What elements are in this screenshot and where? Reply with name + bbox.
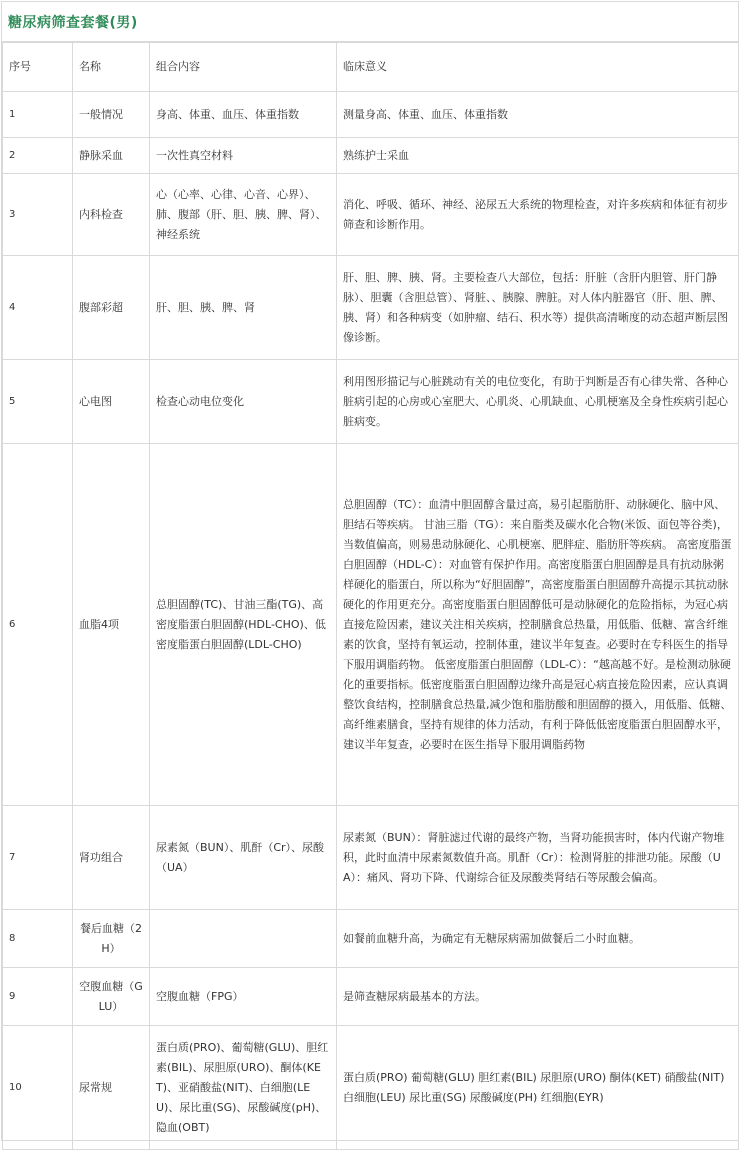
row-content: 空腹血糖（FPG） — [150, 968, 337, 1026]
row-name: 肾功组合 — [73, 806, 150, 910]
row-content: 身高、体重、血压、体重指数 — [150, 92, 337, 138]
row-name: 一般情况 — [73, 92, 150, 138]
row-meaning: 蛋白质(PRO) 葡萄糖(GLU) 胆红素(BIL) 尿胆原(URO) 酮体(KET) 硝酸盐(NIT) 白细胞(LEU) 尿比重(SG) 尿酸碱度(PH) 红细胞(EYR) — [337, 1026, 739, 1150]
table-row — [3, 910, 739, 968]
row-meaning: 肝、胆、脾、胰、肾。主要检查八大部位，包括：肝脏（含肝内胆管、肝门静脉）、胆囊（含胆总管）、肾脏、、胰腺、脾脏。对人体内脏器官（肝、胆、脾、胰、肾）和各种病变（如肿瘤、结石、积水等）提供高清晰度的动态超声断层图像诊断。 — [337, 256, 739, 360]
header-content: 组合内容 — [150, 43, 337, 92]
table-row — [3, 256, 739, 360]
header-name: 名称 — [73, 43, 150, 92]
row-name: 空腹血糖（GLU） — [73, 968, 150, 1026]
table-row — [3, 92, 739, 138]
row-no: 4 — [3, 256, 73, 360]
row-no: 6 — [3, 444, 73, 806]
row-meaning: 消化、呼吸、循环、神经、泌尿五大系统的物理检查，对许多疾病和体征有初步筛查和诊断作用。 — [337, 174, 739, 256]
row-meaning: 如餐前血糖升高，为确定有无糖尿病需加做餐后二小时血糖。 — [337, 910, 739, 968]
title-bar — [2, 2, 738, 42]
row-no: 10 — [3, 1026, 73, 1150]
header-row — [3, 43, 739, 92]
row-meaning: 测量身高、体重、血压、体重指数 — [337, 92, 739, 138]
row-name: 餐后血糖（2H） — [73, 910, 150, 968]
screening-table — [2, 42, 739, 1150]
row-content: 一次性真空材料 — [150, 138, 337, 174]
header-meaning: 临床意义 — [337, 43, 739, 92]
row-name: 内科检查 — [73, 174, 150, 256]
row-content: 肝、胆、胰、脾、肾 — [150, 256, 337, 360]
row-content: 蛋白质(PRO)、葡萄糖(GLU)、胆红素(BIL)、尿胆原(URO)、酮体(KET)、亚硝酸盐(NIT)、白细胞(LEU)、尿比重(SG)、尿酸碱度(pH)、隐血(OBT) — [150, 1026, 337, 1150]
row-meaning: 是筛查糖尿病最基本的方法。 — [337, 968, 739, 1026]
row-meaning: 尿素氮（BUN）：肾脏滤过代谢的最终产物，当肾功能损害时，体内代谢产物堆积，此时血清中尿素氮数值升高。肌酐（Cr）：检测肾脏的排泄功能。尿酸（UA）：痛风、肾功下降、代谢综合征及尿酸类肾结石等尿酸会偏高。 — [337, 806, 739, 910]
header-no: 序号 — [3, 43, 73, 92]
row-name: 血脂4项 — [73, 444, 150, 806]
table-row — [3, 968, 739, 1026]
row-name: 心电图 — [73, 360, 150, 444]
row-no: 1 — [3, 92, 73, 138]
page-title: 糖尿病筛查套餐(男) — [8, 14, 138, 31]
row-meaning: 熟练护士采血 — [337, 138, 739, 174]
row-no: 8 — [3, 910, 73, 968]
row-no: 9 — [3, 968, 73, 1026]
table-row — [3, 1026, 739, 1150]
table-row — [3, 806, 739, 910]
row-name: 静脉采血 — [73, 138, 150, 174]
row-no: 3 — [3, 174, 73, 256]
table-row — [3, 444, 739, 806]
row-content: 总胆固醇(TC)、甘油三酯(TG)、高密度脂蛋白胆固醇(HDL-CHO)、低密度脂蛋白胆固醇(LDL-CHO) — [150, 444, 337, 806]
package-document — [1, 1, 739, 1141]
table-row — [3, 174, 739, 256]
row-content: 尿素氮（BUN）、肌酐（Cr）、尿酸（UA） — [150, 806, 337, 910]
row-content — [150, 910, 337, 968]
row-no: 5 — [3, 360, 73, 444]
row-no: 7 — [3, 806, 73, 910]
row-name: 尿常规 — [73, 1026, 150, 1150]
table-header — [3, 43, 739, 92]
row-content: 检查心动电位变化 — [150, 360, 337, 444]
table-body — [3, 92, 739, 1150]
row-meaning: 利用图形描记与心脏跳动有关的电位变化，有助于判断是否有心律失常、各种心脏病引起的心房或心室肥大、心肌炎、心肌缺血、心肌梗塞及全身性疾病引起心脏病变。 — [337, 360, 739, 444]
row-no: 2 — [3, 138, 73, 174]
row-content: 心（心率、心律、心音、心界）、肺、腹部（肝、胆、胰、脾、肾）、神经系统 — [150, 174, 337, 256]
row-meaning: 总胆固醇（TC）：血清中胆固醇含量过高，易引起脂肪肝、动脉硬化、脑中风、胆结石等疾病。 甘油三脂（TG）：来自脂类及碳水化合物(米饭、面包等谷类)，当数值偏高，则易患动脉硬化、心肌梗塞、肥胖症、脂肪肝等疾病。 高密度脂蛋白胆固醇（HDL-C）：对血管有保护作用。高密度脂蛋白胆固醇是具有抗动脉粥样硬化的脂蛋白，所以称为“好胆固醇”，高密度脂蛋白胆固醇升高提示其抗动脉硬化的作用更充分。高密度脂蛋白胆固醇低可是动脉硬化的危险指标，为冠心病直接危险因素，建议关注相关疾病，控制膳食总热量，用低脂、低糖、富含纤维素的饮食，坚持有氧运动，控制体重，建议半年复查。必要时在专科医生的指导下服用调脂药物。 低密度脂蛋白胆固醇（LDL-C）：“越高越不好。是检测动脉硬化的重要指标。低密度脂蛋白胆固醇边缘升高是冠心病直接危险因素，应认真调整饮食结构，控制膳食总热量,减少饱和脂肪酸和胆固醇的摄入，用低脂、低糖、高纤维素膳食，坚持有规律的体力活动，有利于降低低密度脂蛋白胆固醇水平，建议半年复查，必要时在医生指导下服用调脂药物 — [337, 444, 739, 806]
table-row — [3, 360, 739, 444]
table-row — [3, 138, 739, 174]
row-name: 腹部彩超 — [73, 256, 150, 360]
